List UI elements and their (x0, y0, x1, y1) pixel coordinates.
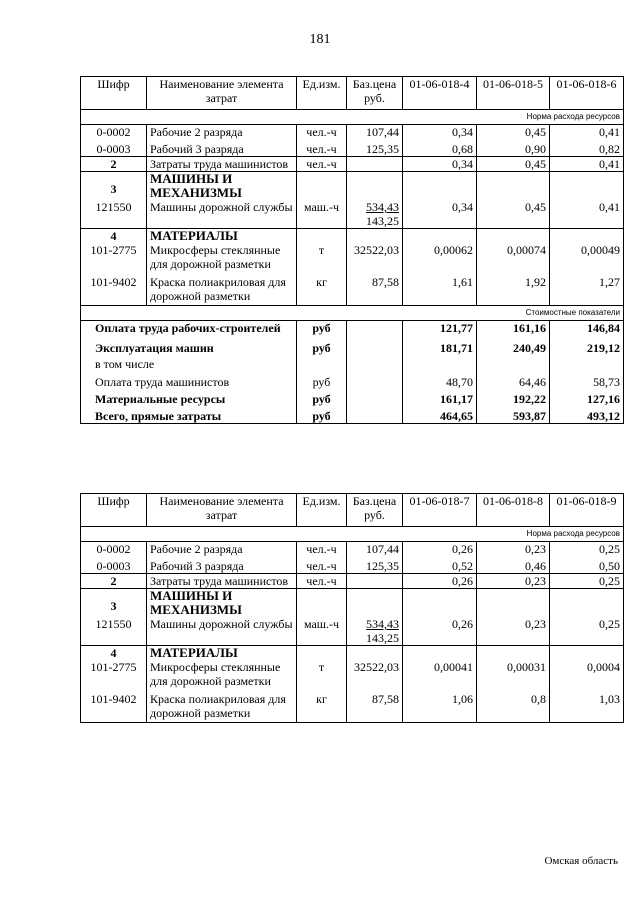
table-row (81, 660, 624, 688)
row-unit: чел.-ч (297, 556, 347, 574)
row-value: 0,46 (477, 556, 550, 574)
row-price: 87,58 (347, 271, 403, 306)
cost-row (81, 355, 624, 371)
row-name: Рабочий 3 разряда (147, 139, 297, 157)
row-value: 0,00074 (477, 243, 550, 271)
cost-unit: руб (297, 406, 347, 424)
row-value: 0,26 (403, 574, 477, 589)
row-code: 0-0002 (81, 542, 147, 557)
row-code: 0-0003 (81, 556, 147, 574)
row-unit: чел.-ч (297, 542, 347, 557)
row-value: 0,00049 (550, 243, 624, 271)
row-code: 101-2775 (81, 660, 147, 688)
cost-value: 121,77 (403, 321, 477, 336)
cost-label-row (81, 306, 624, 321)
section-code: 4 (81, 229, 147, 244)
cost-name: Оплата труда рабочих-строителей (81, 321, 297, 336)
header-col-2: 01-06-018-8 (477, 494, 550, 527)
row-price: 107,44 (347, 542, 403, 557)
table-row (81, 157, 624, 172)
row-unit: чел.-ч (297, 157, 347, 172)
cost-row (81, 321, 624, 336)
row-value: 0,41 (550, 125, 624, 140)
header-code: Шифр (81, 77, 147, 110)
row-price (347, 574, 403, 589)
row-unit: т (297, 660, 347, 688)
row-unit: чел.-ч (297, 125, 347, 140)
cost-name: Материальные ресурсы (81, 389, 297, 406)
row-name: Краска полиакриловая для дорожной разметки (147, 271, 297, 306)
section-row (81, 229, 624, 244)
header-unit: Ед.изм. (297, 494, 347, 527)
row-unit: чел.-ч (297, 139, 347, 157)
section-title: МАШИНЫ И МЕХАНИЗМЫ (147, 589, 297, 618)
row-price: 32522,03 (347, 243, 403, 271)
row-price: 125,35 (347, 556, 403, 574)
row-value: 0,45 (477, 157, 550, 172)
row-value: 0,00031 (477, 660, 550, 688)
cost-row (81, 371, 624, 389)
row-price: 534,43 143,25 (347, 200, 403, 229)
table-row (81, 574, 624, 589)
norm-label: Норма расхода ресурсов (81, 527, 624, 542)
row-value: 0,00062 (403, 243, 477, 271)
row-value: 0,34 (403, 125, 477, 140)
cost-name: Всего, прямые затраты (81, 406, 297, 424)
table-row (81, 125, 624, 140)
table-row (81, 271, 624, 306)
row-unit: маш.-ч (297, 617, 347, 646)
section-code: 3 (81, 589, 147, 618)
header-name: Наименование элемента затрат (147, 77, 297, 110)
row-value: 0,0004 (550, 660, 624, 688)
section-row (81, 646, 624, 661)
row-value: 0,41 (550, 200, 624, 229)
header-col-1: 01-06-018-4 (403, 77, 477, 110)
cost-unit: руб (297, 335, 347, 355)
row-value: 1,92 (477, 271, 550, 306)
row-value: 0,45 (477, 125, 550, 140)
table-row (81, 243, 624, 271)
row-value: 1,03 (550, 688, 624, 723)
row-unit: кг (297, 688, 347, 723)
cost-value: 493,12 (550, 406, 624, 424)
row-unit: маш.-ч (297, 200, 347, 229)
row-value: 0,26 (403, 542, 477, 557)
section-title: МАТЕРИАЛЫ (147, 229, 297, 244)
norm-label-row (81, 527, 624, 542)
cost-value: 146,84 (550, 321, 624, 336)
row-name: Краска полиакриловая для дорожной разметки (147, 688, 297, 723)
row-name: Микросферы стеклянные для дорожной разметки (147, 243, 297, 271)
row-value: 0,34 (403, 200, 477, 229)
row-value: 0,23 (477, 617, 550, 646)
row-price: 107,44 (347, 125, 403, 140)
header-name: Наименование элемента затрат (147, 494, 297, 527)
row-unit: кг (297, 271, 347, 306)
cost-value: 58,73 (550, 371, 624, 389)
header-price: Баз.цена руб. (347, 494, 403, 527)
table-row (81, 542, 624, 557)
cost-row (81, 406, 624, 424)
row-name: Рабочий 3 разряда (147, 556, 297, 574)
cost-value: 181,71 (403, 335, 477, 355)
row-code: 2 (81, 574, 147, 589)
section-code: 4 (81, 646, 147, 661)
cost-value: 161,16 (477, 321, 550, 336)
row-value: 0,23 (477, 542, 550, 557)
page-number: 181 (309, 32, 331, 47)
row-value: 1,61 (403, 271, 477, 306)
row-value: 0,25 (550, 617, 624, 646)
header-unit: Ед.изм. (297, 77, 347, 110)
cost-name: Оплата труда машинистов (81, 371, 297, 389)
row-value: 0,82 (550, 139, 624, 157)
row-unit: чел.-ч (297, 574, 347, 589)
row-price: 534,43 143,25 (347, 617, 403, 646)
row-code: 101-2775 (81, 243, 147, 271)
row-value: 0,68 (403, 139, 477, 157)
row-code: 2 (81, 157, 147, 172)
table-row (81, 688, 624, 723)
resource-table-1 (80, 76, 624, 424)
region-footer: Омская область (544, 855, 618, 867)
row-value: 1,27 (550, 271, 624, 306)
cost-value: 593,87 (477, 406, 550, 424)
row-name: Затраты труда машинистов (147, 157, 297, 172)
cost-name: в том числе (81, 355, 297, 371)
cost-label: Стоимостные показатели (81, 306, 624, 321)
section-code: 3 (81, 172, 147, 201)
row-code: 121550 (81, 617, 147, 646)
header-col-3: 01-06-018-6 (550, 77, 624, 110)
row-name: Рабочие 2 разряда (147, 125, 297, 140)
row-price: 32522,03 (347, 660, 403, 688)
row-value: 1,06 (403, 688, 477, 723)
row-value: 0,8 (477, 688, 550, 723)
table-row (81, 617, 624, 646)
section-row (81, 172, 624, 201)
row-value: 0,26 (403, 617, 477, 646)
row-value: 0,25 (550, 574, 624, 589)
cost-value: 48,70 (403, 371, 477, 389)
row-price: 125,35 (347, 139, 403, 157)
row-value: 0,45 (477, 200, 550, 229)
table-header (81, 77, 624, 110)
row-value: 0,90 (477, 139, 550, 157)
row-value: 0,34 (403, 157, 477, 172)
norm-label: Норма расхода ресурсов (81, 110, 624, 125)
row-name: Машины дорожной службы (147, 200, 297, 229)
cost-unit: руб (297, 371, 347, 389)
norm-label-row (81, 110, 624, 125)
header-code: Шифр (81, 494, 147, 527)
section-title: МАШИНЫ И МЕХАНИЗМЫ (147, 172, 297, 201)
table-row (81, 139, 624, 157)
row-value: 0,00041 (403, 660, 477, 688)
table-row (81, 556, 624, 574)
cost-value: 219,12 (550, 335, 624, 355)
cost-value: 161,17 (403, 389, 477, 406)
row-value: 0,52 (403, 556, 477, 574)
table-header (81, 494, 624, 527)
row-name: Машины дорожной службы (147, 617, 297, 646)
section-row (81, 589, 624, 618)
row-code: 101-9402 (81, 271, 147, 306)
row-code: 0-0003 (81, 139, 147, 157)
cost-value: 464,65 (403, 406, 477, 424)
row-name: Рабочие 2 разряда (147, 542, 297, 557)
header-col-3: 01-06-018-9 (550, 494, 624, 527)
row-price (347, 157, 403, 172)
header-col-2: 01-06-018-5 (477, 77, 550, 110)
resource-table-2 (80, 493, 624, 723)
row-unit: т (297, 243, 347, 271)
cost-row (81, 335, 624, 355)
row-value: 0,50 (550, 556, 624, 574)
header-col-1: 01-06-018-7 (403, 494, 477, 527)
cost-value: 64,46 (477, 371, 550, 389)
table-row (81, 200, 624, 229)
row-price: 87,58 (347, 688, 403, 723)
cost-value: 192,22 (477, 389, 550, 406)
row-code: 121550 (81, 200, 147, 229)
cost-row (81, 389, 624, 406)
row-value: 0,41 (550, 157, 624, 172)
cost-value: 240,49 (477, 335, 550, 355)
row-code: 101-9402 (81, 688, 147, 723)
row-name: Микросферы стеклянные для дорожной разметки (147, 660, 297, 688)
cost-unit: руб (297, 389, 347, 406)
header-price: Баз.цена руб. (347, 77, 403, 110)
row-name: Затраты труда машинистов (147, 574, 297, 589)
cost-name: Эксплуатация машин (81, 335, 297, 355)
row-code: 0-0002 (81, 125, 147, 140)
row-value: 0,25 (550, 542, 624, 557)
section-title: МАТЕРИАЛЫ (147, 646, 297, 661)
row-value: 0,23 (477, 574, 550, 589)
cost-value: 127,16 (550, 389, 624, 406)
cost-unit: руб (297, 321, 347, 336)
